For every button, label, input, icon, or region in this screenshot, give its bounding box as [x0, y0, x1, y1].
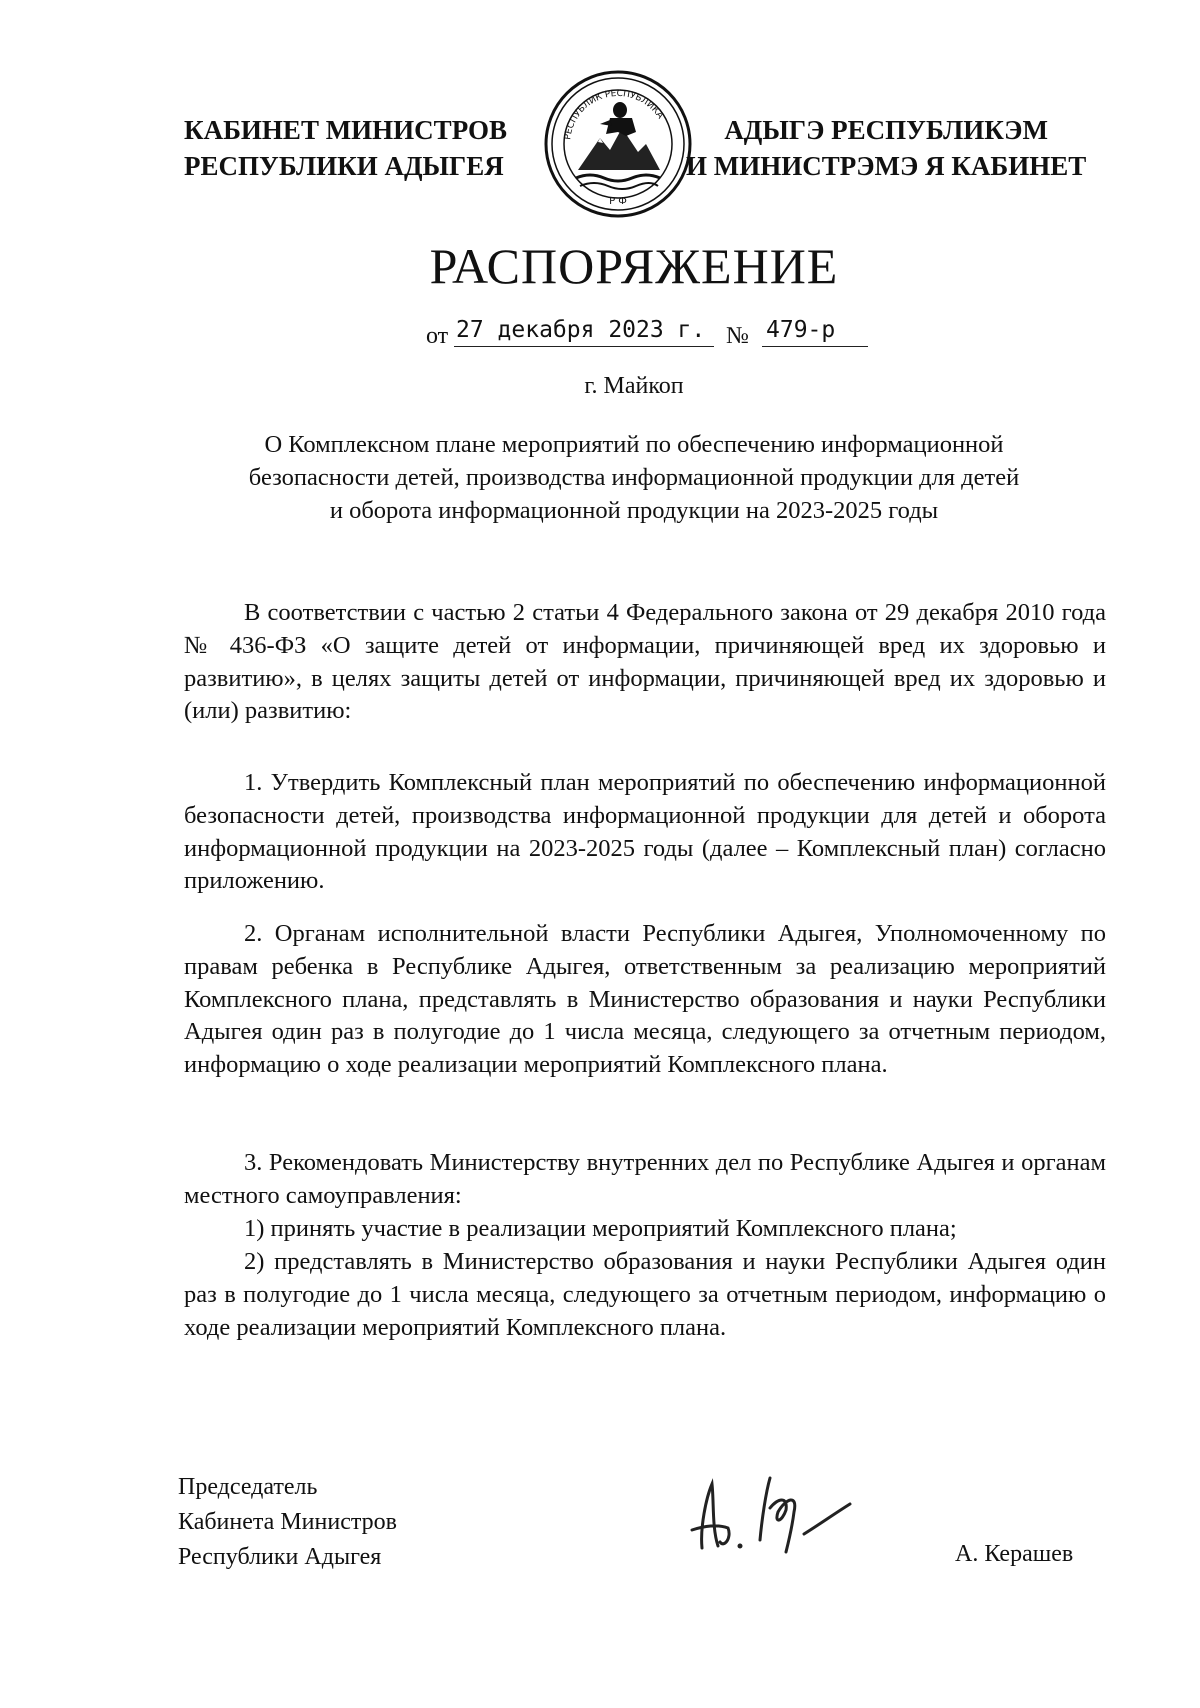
emblem-ring-text: РЕСПУБЛИК РЕСПУБЛИКА	[563, 88, 665, 141]
signatory-name: А. Керашев	[955, 1541, 1074, 1567]
document-subject	[200, 428, 1068, 527]
issuer-line: И МИНИСТРЭМЭ Я КАБИНЕТ	[686, 151, 1087, 181]
number-sign: №	[726, 323, 749, 349]
subject-line: и оборота информационной продукции на 2023-2025 годы	[329, 497, 939, 524]
document-date: 27 декабря 2023 г.	[456, 317, 706, 343]
date-underline	[454, 346, 714, 347]
issuer-name-russian	[184, 112, 507, 184]
city-line: г. Майкоп	[584, 373, 684, 399]
date-prefix: от	[426, 323, 449, 349]
issuer-line: РЕСПУБЛИКИ АДЫГЕЯ	[184, 151, 504, 181]
position-line: Республики Адыгея	[178, 1544, 382, 1570]
preamble-paragraph: В соответствии с частью 2 статьи 4 Федерального закона от 29 декабря 2010 года № 436-ФЗ «О защите детей от информации, причиняющей вред их здоровью и развитию», в целях защиты детей от информации, причиняющей вред их здоровью и (или) развитию:	[184, 599, 1106, 725]
position-line: Кабинета Министров	[178, 1509, 397, 1535]
item-3-subitem-2: 2) представлять в Министерство образования и науки Республики Адыгея один раз в полугодие до 1 числа месяца, следующего за отчетным периодом, информацию о ходе реализации мероприятий Комплексного плана.	[184, 1248, 1106, 1341]
signatory-position	[178, 1470, 397, 1575]
item-2-paragraph: 2. Органам исполнительной власти Республики Адыгея, Уполномоченному по правам ребенка в Республике Адыгея, ответственным за реализацию мероприятий Комплексного плана, представлять в Министерство образования и науки Республики Адыгея один раз в полугодие до 1 числа месяца, следующего за отчетным периодом, информацию о ходе реализации мероприятий Комплексного плана.	[184, 920, 1106, 1079]
issuer-line: АДЫГЭ РЕСПУБЛИКЭМ	[724, 115, 1048, 145]
subject-line: О Комплексном плане мероприятий по обеспечению информационной	[264, 431, 1004, 458]
document-number: 479-р	[766, 317, 836, 343]
item-1-paragraph: 1. Утвердить Комплексный план мероприятий по обеспечению информационной безопасности детей, производства информационной продукции для детей и оборота информационной продукции на 2023-2025 годы (далее – Комплексный план) согласно приложению.	[184, 769, 1106, 895]
number-underline	[762, 346, 868, 347]
issuer-name-adyghe	[686, 112, 1086, 184]
handwritten-signature	[682, 1468, 862, 1558]
subject-line: безопасности детей, производства информационной продукции для детей	[248, 464, 1020, 491]
item-3-paragraph: 3. Рекомендовать Министерству внутренних дел по Республике Адыгея и органам местного самоуправления:	[184, 1149, 1106, 1209]
document-title: РАСПОРЯЖЕНИЕ	[429, 238, 839, 294]
position-line: Председатель	[178, 1474, 318, 1500]
issuer-line: КАБИНЕТ МИНИСТРОВ	[184, 115, 508, 145]
coat-of-arms-emblem	[540, 66, 696, 222]
item-3-subitem-1: 1) принять участие в реализации мероприятий Комплексного плана;	[244, 1215, 957, 1242]
emblem-bottom-text: Р Ф	[609, 196, 627, 207]
